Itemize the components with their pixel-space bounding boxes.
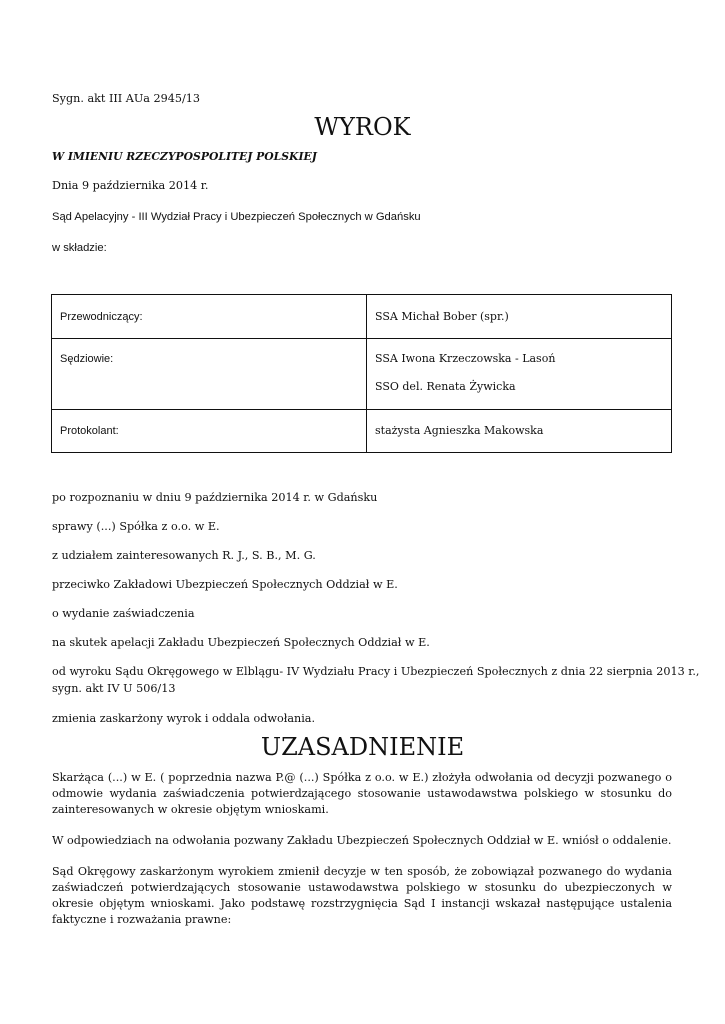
panel-member-name: stażysta Agnieszka Makowska bbox=[367, 410, 672, 453]
panel-member-name: SSA Michał Bober (spr.) bbox=[367, 295, 672, 339]
in-the-name-heading: W IMIENIU RZECZYPOSPOLITEJ POLSKIEJ bbox=[52, 150, 317, 163]
subject-line: o wydanie zaświadczenia bbox=[52, 607, 195, 620]
panel-role-label: Protokolant: bbox=[52, 410, 367, 453]
panel-role-label: Przewodniczący: bbox=[52, 295, 367, 339]
table-row bbox=[52, 295, 672, 339]
justification-paragraph: W odpowiedziach na odwołania pozwany Zakładu Ubezpieczeń Społecznych Oddział w E. wniósł o oddalenie. bbox=[52, 834, 672, 847]
panel-member-name: SSA Iwona Krzeczowska - Lasoń SSO del. Renata Żywicka bbox=[367, 339, 672, 410]
against-line: przeciwko Zakładowi Ubezpieczeń Społecznych Oddział w E. bbox=[52, 578, 398, 591]
justification-title: UZASADNIENIE bbox=[260, 733, 465, 761]
table-row bbox=[52, 410, 672, 453]
participants-line: z udziałem zainteresowanych R. J., S. B., M. G. bbox=[52, 549, 316, 562]
judgment-line-1: od wyroku Sądu Okręgowego w Elblągu- IV Wydziału Pracy i Ubezpieczeń Społecznych z dnia 22 sierpnia 2013 r., bbox=[52, 665, 700, 678]
ruling-line: zmienia zaskarżony wyrok i oddala odwołania. bbox=[52, 712, 316, 725]
panel-table bbox=[51, 294, 672, 453]
considered-line: po rozpoznaniu w dniu 9 października 2014 r. w Gdańsku bbox=[52, 491, 378, 504]
judgment-line-2: sygn. akt IV U 506/13 bbox=[52, 682, 176, 695]
justification-paragraph: Skarżąca (...) w E. ( poprzednia nazwa P.@ (...) Spółka z o.o. w E.) złożyła odwołania od decyzji pozwanego o odmowie wydania zaświadczenia potwierdzającego stosowanie ustawodawstwa polskiego w stosunku do zainteresowanych w okresie objętym wnioskami. bbox=[52, 771, 672, 816]
table-row bbox=[52, 339, 672, 410]
panel-role-label: Sędziowie: bbox=[52, 339, 367, 410]
case-signature: Sygn. akt III AUa 2945/13 bbox=[52, 92, 200, 105]
composition-label: w składzie: bbox=[52, 242, 107, 254]
judgment-date: Dnia 9 października 2014 r. bbox=[52, 179, 209, 192]
document-title: WYROK bbox=[314, 113, 411, 141]
appeal-line: na skutek apelacji Zakładu Ubezpieczeń Społecznych Oddział w E. bbox=[52, 636, 430, 649]
justification-paragraph: Sąd Okręgowy zaskarżonym wyrokiem zmienił decyzje w ten sposób, że zobowiązał pozwanego do wydania zaświadczeń potwierdzających stosowanie ustawodawstwa polskiego w stosunku do ubezpieczonych w okresie objętym wnioskami. Jako podstawę rozstrzygnięcia Sąd I instancji wskazał następujące ustalenia faktyczne i rozważania prawne: bbox=[52, 865, 672, 926]
case-of-line: sprawy (...) Spółka z o.o. w E. bbox=[52, 520, 220, 533]
court-name: Sąd Apelacyjny - III Wydział Pracy i Ubezpieczeń Społecznych w Gdańsku bbox=[52, 211, 421, 223]
